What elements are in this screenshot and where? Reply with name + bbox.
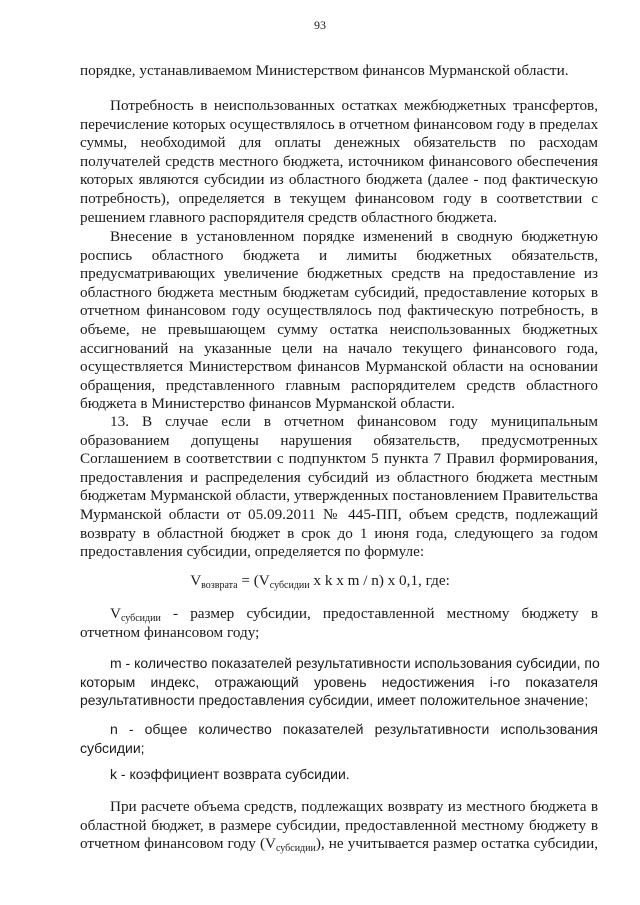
text-line: возврату в областной бюджет в срок до 1 июня года, следующего за годом — [80, 524, 598, 542]
text-line: предусматривающих увеличение бюджетных средств на предоставление из — [80, 265, 598, 283]
text-line: которым индекс, отражающий уровень недостижения i-го показателя — [80, 673, 598, 690]
text-line: объеме, не превышающем сумму остатка неиспользованных бюджетных — [80, 320, 598, 338]
text-line: областного бюджета местным бюджетам субсидий, предоставление которых в — [80, 283, 598, 301]
text-line: предоставления субсидии, определяется по формуле: — [80, 543, 425, 561]
text-line: ассигнований на указанные цели на начало текущего финансового года, — [80, 339, 598, 357]
return-formula: $V_{возврата} = (V_{субсидии}$ x k x m / n) x 0,1, где: — [190, 572, 450, 591]
text-line: 13. В случае если в отчетном финансовом году муниципальным — [110, 413, 598, 430]
text-line: отчетном финансовом году; — [80, 623, 260, 641]
paragraph-continuation — [80, 62, 598, 81]
definition-v-subsidy — [80, 605, 598, 642]
text-line: n - общее количество показателей результативности использования — [110, 721, 598, 737]
text-line: порядке, устанавливаемом Министерством финансов Мурманской области. — [80, 62, 569, 79]
text-line: бюджетам Мурманской области, утвержденных постановлением Правительства — [80, 487, 598, 505]
text-line: осуществляется Министерством финансов Мурманской области на основании — [80, 358, 598, 376]
page-number: 93 — [314, 18, 326, 32]
text-line: Потребность в неиспользованных остатках межбюджетных трансфертов, — [110, 97, 598, 114]
definition-k — [80, 765, 598, 784]
definition-n — [80, 720, 598, 757]
text-line: потребность), определяется в текущем финансовом году в соответствии с — [80, 189, 598, 207]
text-line: Мурманской области от 05.09.2011 № 445-ПП, объем средств, подлежащий — [80, 505, 598, 523]
paragraph-budget-changes — [80, 228, 598, 414]
text-line: бюджета в Министерство финансов Мурманской области. — [80, 395, 455, 413]
text-line: которых являются субсидии из областного бюджета (далее - под фактическую — [80, 171, 598, 189]
text-line: перечисление которых осуществлялось в отчетном финансовом году в пределах — [80, 115, 599, 133]
text-line: При расчете объема средств, подлежащих возврату из местного бюджета в — [110, 798, 598, 815]
text-line: $V_{субсидии}$ - размер субсидии, предоставленной местному бюджету в — [110, 605, 598, 624]
text-line: k - коэффициент возврата субсидии. — [110, 766, 350, 782]
text-line: областной бюджет, в размере субсидии, предоставленной местному бюджету в — [80, 816, 598, 834]
paragraph-calculation-note — [80, 798, 598, 854]
text-line: результативности предоставления субсидии, имеет положительное значение; — [80, 692, 589, 709]
paragraph-need-determination — [80, 97, 598, 227]
text-line: отчетном финансовом году осуществлялось под фактическую потребность, в — [80, 302, 598, 320]
text-line: роспись областного бюджета и лимиты бюджетных обязательств, — [80, 246, 598, 264]
text-line: Соглашением в соответствии с подпунктом 5 пункта 7 Правил формирования, — [80, 450, 598, 468]
text-line: предоставления и распределения субсидий из областного бюджета местным — [80, 468, 598, 486]
text-line: получателей средств местного бюджета, источником финансового обеспечения — [80, 152, 598, 170]
text-line: решением главного распорядителя средств областного бюджета. — [80, 208, 498, 226]
paragraph-item-13 — [80, 413, 598, 562]
text-line: суммы, необходимой для оплаты денежных обязательств по расходам — [80, 134, 598, 152]
text-line: образованием допущены нарушения обязательств, предусмотренных — [80, 431, 598, 449]
text-line: отчетном финансовом году $(V_{субсидии})$, не учитывается размер остатка субсидии, — [80, 835, 598, 855]
text-line: Внесение в установленном порядке изменений в сводную бюджетную — [110, 228, 598, 245]
text-line: m - количество показателей результативности использования субсидии, по — [110, 655, 600, 671]
text-line: субсидии; — [80, 739, 145, 756]
text-line: обращения, представленного главным распорядителем средств областного — [80, 376, 598, 394]
definition-m — [80, 654, 598, 710]
